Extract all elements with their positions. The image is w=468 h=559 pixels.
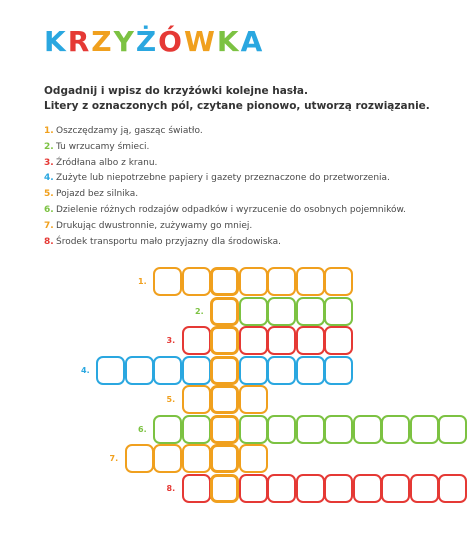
clue-text: Zużyte lub niepotrzebne papiery i gazety przeznaczone do przetworzenia. bbox=[56, 173, 390, 184]
crossword-cell[interactable] bbox=[239, 297, 268, 326]
clue-list bbox=[44, 126, 454, 252]
clue-text: Pojazd bez silnika. bbox=[56, 189, 139, 200]
clue-number: 5. bbox=[44, 189, 54, 200]
instruction-line-2: Litery z oznaczonych pól, czytane pionowo, utworzą rozwiązanie. bbox=[44, 100, 430, 112]
solution-cell[interactable] bbox=[210, 444, 239, 473]
crossword-cell[interactable] bbox=[324, 415, 353, 444]
crossword-cell[interactable] bbox=[267, 356, 296, 385]
crossword-cell[interactable] bbox=[239, 385, 268, 414]
crossword-cell[interactable] bbox=[267, 326, 296, 355]
crossword-cell[interactable] bbox=[153, 444, 182, 473]
crossword-cell[interactable] bbox=[153, 356, 182, 385]
row-number: 2. bbox=[195, 306, 204, 316]
solution-cell[interactable] bbox=[210, 326, 239, 355]
clue-number: 8. bbox=[44, 236, 54, 247]
crossword-cell[interactable] bbox=[239, 444, 268, 473]
crossword-cell[interactable] bbox=[239, 415, 268, 444]
title-letter: K bbox=[44, 25, 68, 58]
clue-item bbox=[44, 142, 454, 158]
row-number: 1. bbox=[138, 277, 147, 286]
crossword-cell[interactable] bbox=[267, 474, 296, 503]
page-title bbox=[44, 24, 264, 60]
title-letter: Ż bbox=[135, 25, 159, 58]
clue-text: Drukując dwustronnie, zużywamy go mniej. bbox=[56, 220, 253, 231]
crossword-cell[interactable] bbox=[296, 415, 325, 444]
crossword-cell[interactable] bbox=[381, 474, 410, 503]
solution-cell[interactable] bbox=[210, 267, 239, 296]
crossword-cell[interactable] bbox=[182, 326, 211, 355]
crossword-cell[interactable] bbox=[125, 356, 154, 385]
crossword-cell[interactable] bbox=[296, 297, 325, 326]
title-letter: A bbox=[240, 25, 265, 58]
clue-number: 2. bbox=[44, 141, 54, 152]
row-number: 5. bbox=[166, 395, 176, 404]
crossword-cell[interactable] bbox=[296, 356, 325, 385]
solution-cell[interactable] bbox=[210, 356, 239, 385]
crossword-cell[interactable] bbox=[438, 415, 467, 444]
crossword-cell[interactable] bbox=[153, 415, 182, 444]
row-number: 6. bbox=[138, 424, 147, 434]
crossword-cell[interactable] bbox=[324, 356, 353, 385]
row-number: 4. bbox=[81, 365, 90, 375]
clue-item bbox=[44, 126, 454, 142]
crossword-cell[interactable] bbox=[410, 415, 439, 444]
solution-cell[interactable] bbox=[210, 415, 239, 444]
crossword-cell[interactable] bbox=[182, 474, 211, 503]
title-letter: Z bbox=[91, 25, 114, 58]
crossword-cell[interactable] bbox=[267, 267, 296, 296]
crossword-cell[interactable] bbox=[182, 415, 211, 444]
crossword-cell[interactable] bbox=[153, 267, 182, 296]
clue-item bbox=[44, 158, 454, 174]
title-letter: R bbox=[67, 25, 92, 58]
crossword-cell[interactable] bbox=[182, 385, 211, 414]
crossword-cell[interactable] bbox=[296, 326, 325, 355]
solution-cell[interactable] bbox=[210, 297, 239, 326]
clue-number: 3. bbox=[44, 157, 54, 168]
crossword-cell[interactable] bbox=[96, 356, 125, 385]
clue-number: 4. bbox=[44, 173, 54, 184]
crossword-cell[interactable] bbox=[353, 474, 382, 503]
crossword-cell[interactable] bbox=[239, 474, 268, 503]
crossword-cell[interactable] bbox=[381, 415, 410, 444]
crossword-cell[interactable] bbox=[324, 474, 353, 503]
clue-number: 7. bbox=[44, 220, 54, 231]
crossword-cell[interactable] bbox=[438, 474, 467, 503]
crossword-cell[interactable] bbox=[239, 326, 268, 355]
clue-text: Środek transportu mało przyjazny dla środowiska. bbox=[56, 236, 281, 247]
clue-item bbox=[44, 237, 454, 253]
crossword-cell[interactable] bbox=[324, 326, 353, 355]
crossword-cell[interactable] bbox=[239, 356, 268, 385]
title-letter: Ó bbox=[158, 25, 184, 58]
clue-item bbox=[44, 189, 454, 205]
clue-number: 6. bbox=[44, 204, 54, 215]
instructions bbox=[44, 84, 444, 114]
crossword-cell[interactable] bbox=[324, 297, 353, 326]
crossword-cell[interactable] bbox=[182, 356, 211, 385]
instruction-line-1: Odgadnij i wpisz do krzyżówki kolejne hasła. bbox=[44, 85, 309, 97]
crossword-cell[interactable] bbox=[267, 415, 296, 444]
clue-item bbox=[44, 221, 454, 237]
clue-text: Tu wrzucamy śmieci. bbox=[56, 141, 150, 152]
title-letter: Y bbox=[113, 25, 136, 58]
solution-cell[interactable] bbox=[210, 385, 239, 414]
clue-item bbox=[44, 205, 454, 221]
row-number: 7. bbox=[109, 454, 119, 463]
crossword-cell[interactable] bbox=[267, 297, 296, 326]
crossword-cell[interactable] bbox=[296, 267, 325, 296]
solution-cell[interactable] bbox=[210, 474, 239, 503]
crossword-cell[interactable] bbox=[125, 444, 154, 473]
title-letter: W bbox=[183, 25, 217, 58]
crossword-cell[interactable] bbox=[182, 267, 211, 296]
crossword-cell[interactable] bbox=[296, 474, 325, 503]
clue-text: Dzielenie różnych rodzajów odpadków i wyrzucenie do osobnych pojemników. bbox=[56, 204, 406, 215]
row-number: 3. bbox=[166, 336, 176, 345]
crossword-cell[interactable] bbox=[353, 415, 382, 444]
clue-number: 1. bbox=[44, 126, 54, 136]
title-letter: K bbox=[216, 25, 241, 58]
crossword-cell[interactable] bbox=[182, 444, 211, 473]
clue-text: Oszczędzamy ją, gasząc światło. bbox=[56, 126, 203, 136]
crossword-cell[interactable] bbox=[410, 474, 439, 503]
clue-item bbox=[44, 173, 454, 189]
clue-text: Źródłana albo z kranu. bbox=[56, 157, 158, 168]
crossword-cell[interactable] bbox=[239, 267, 268, 296]
crossword-cell[interactable] bbox=[324, 267, 353, 296]
row-number: 8. bbox=[166, 483, 176, 493]
